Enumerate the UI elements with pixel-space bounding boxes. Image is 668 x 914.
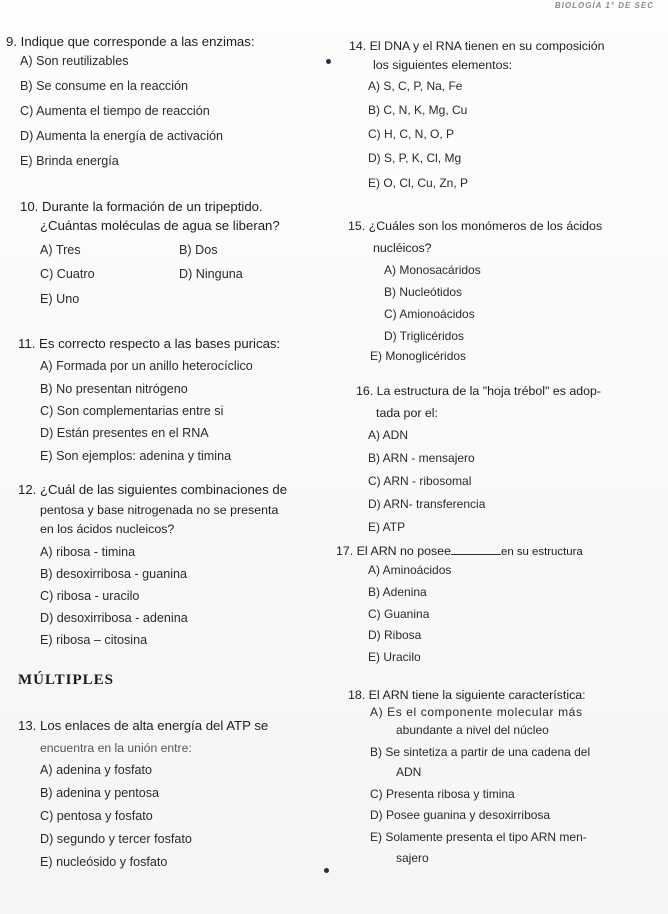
q10-option-c: C) Cuatro (40, 267, 95, 281)
q17-stem-prefix: 17. El ARN no posee (336, 544, 452, 558)
q18-option-c: C) Presenta ribosa y timina (370, 787, 515, 801)
q14-option-b: B) C, N, K, Mg, Cu (368, 103, 468, 117)
q9-option-a: A) Son reutilizables (20, 54, 129, 68)
q18-option-b-line1: B) Se sintetiza a partir de una cadena del (370, 745, 591, 759)
q10-stem-line2: ¿Cuántas moléculas de agua se liberan? (40, 218, 280, 233)
q9-stem: 9. Indique que corresponde a las enzimas: (6, 34, 255, 49)
q12-option-c: C) ribosa - uracilo (40, 589, 140, 603)
q16-option-d: D) ARN- transferencia (368, 497, 486, 511)
q9-option-e: E) Brinda energía (20, 154, 119, 168)
q10-option-d: D) Ninguna (179, 267, 243, 281)
q11-option-c: C) Son complementarias entre si (40, 404, 224, 418)
q16-option-e: E) ATP (368, 520, 406, 534)
q12-option-e: E) ribosa – citosina (40, 633, 148, 647)
binder-hole-top (326, 59, 331, 64)
q11-option-a: A) Formada por un anillo heterocíclico (40, 359, 253, 373)
q15-option-b: B) Nucleótidos (384, 285, 463, 299)
q17-option-c: C) Guanina (368, 607, 430, 621)
q14-option-d: D) S, P, K, Cl, Mg (368, 151, 462, 165)
q17-blank (451, 543, 501, 555)
q17-option-d: D) Ribosa (368, 628, 422, 642)
q11-option-b: B) No presentan nitrógeno (40, 382, 188, 396)
q18-option-e-line2: sajero (396, 851, 429, 865)
binder-hole-bottom (324, 868, 329, 873)
q11-stem: 11. Es correcto respecto a las bases puricas: (18, 336, 281, 351)
q14-stem-line1: 14. El DNA y el RNA tienen en su composición (349, 39, 605, 53)
q16-stem-line1: 16. La estructura de la "hoja trébol" es adop- (356, 384, 602, 398)
q11-option-e: E) Son ejemplos: adenina y timina (40, 449, 232, 463)
q14-option-e: E) O, Cl, Cu, Zn, P (368, 176, 469, 190)
q11-option-d: D) Están presentes en el RNA (40, 426, 209, 440)
q15-option-e: E) Monoglicéridos (370, 349, 467, 363)
q14-option-c: C) H, C, N, O, P (368, 127, 455, 141)
section-heading: MÚLTIPLES (18, 672, 114, 688)
q12-option-d: D) desoxirribosa - adenina (40, 611, 188, 625)
q17-option-b: B) Adenina (368, 585, 427, 599)
q13-option-d: D) segundo y tercer fosfato (40, 832, 192, 846)
q12-stem-line2: pentosa y base nitrogenada no se presenta (40, 503, 279, 517)
q15-option-a: A) Monosacáridos (384, 263, 481, 277)
q18-option-b-line2: ADN (396, 765, 422, 779)
q18-option-e-line1: E) Solamente presenta el tipo ARN men- (370, 830, 587, 844)
q13-stem-line1: 13. Los enlaces de alta energía del ATP se (18, 718, 269, 733)
q12-stem-line3: en los ácidos nucleicos? (40, 522, 175, 536)
q10-option-a: A) Tres (40, 243, 81, 257)
q18-option-d: D) Posee guanina y desoxirribosa (370, 808, 551, 822)
q12-option-a: A) ribosa - timina (40, 545, 136, 559)
q16-option-a: A) ADN (368, 428, 409, 442)
q17-stem-suffix: en su estructura (501, 546, 583, 558)
q18-stem: 18. El ARN tiene la siguiente característica: (348, 688, 586, 702)
q13-option-c: C) pentosa y fosfato (40, 809, 153, 823)
q12-stem-line1: 12. ¿Cuál de las siguientes combinaciones de (18, 482, 288, 497)
q9-option-c: C) Aumenta el tiempo de reacción (20, 104, 210, 118)
q18-option-a-line2: abundante a nivel del núcleo (396, 723, 549, 737)
q18-option-a-line1: A) Es el componente molecular más (370, 705, 583, 719)
q15-stem-line2: nucléicos? (373, 241, 432, 255)
q13-option-a: A) adenina y fosfato (40, 763, 153, 777)
q15-option-c: C) Amionoácidos (384, 307, 475, 321)
corner-header: BIOLOGÍA 1° DE SEC (554, 1, 654, 10)
q10-option-e: E) Uno (40, 292, 80, 306)
q13-option-b: B) adenina y pentosa (40, 786, 160, 800)
q16-option-b: B) ARN - mensajero (368, 451, 475, 465)
q10-option-b: B) Dos (179, 243, 218, 257)
q10-stem-line1: 10. Durante la formación de un tripeptido. (20, 199, 263, 214)
q13-stem-line2: encuentra en la unión entre: (40, 741, 192, 755)
q15-stem-line1: 15. ¿Cuáles son los monómeros de los ácidos (348, 219, 603, 233)
q9-option-d: D) Aumenta la energía de activación (20, 129, 224, 143)
q16-stem-line2: tada por el: (376, 406, 438, 420)
q13-option-e: E) nucleósido y fosfato (40, 855, 168, 869)
q17-stem (336, 543, 583, 560)
q9-option-b: B) Se consume en la reacción (20, 79, 189, 93)
q12-option-b: B) desoxirribosa - guanina (40, 567, 188, 581)
q16-option-c: C) ARN - ribosomal (368, 474, 472, 488)
q14-option-a: A) S, C, P, Na, Fe (368, 79, 463, 93)
q17-option-a: A) Aminoácidos (368, 563, 452, 577)
q14-stem-line2: los siguientes elementos: (373, 58, 513, 72)
q17-option-e: E) Uracilo (368, 650, 421, 664)
q15-option-d: D) Triglicéridos (384, 329, 465, 343)
